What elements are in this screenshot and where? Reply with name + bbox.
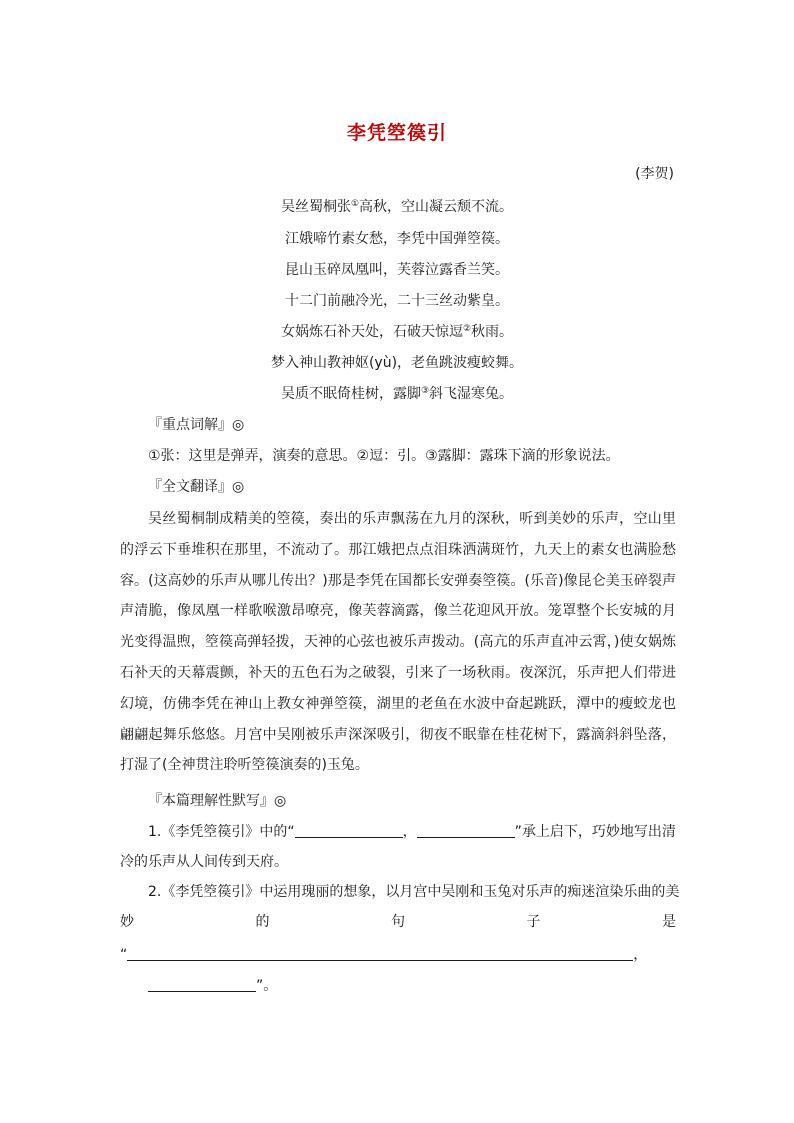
poem-author: (李贺)	[635, 166, 674, 182]
poem-line: 昆山玉碎凤凰叫，芙蓉泣露香兰笑。	[285, 262, 509, 278]
section-heading-translation: 『全文翻译』◎	[148, 479, 245, 495]
answer-blank[interactable]	[295, 823, 403, 838]
question-2-spread-line: 妙 的 句 子 是	[120, 914, 676, 930]
answer-blank[interactable]	[148, 977, 256, 992]
question-2-answer-line: “ ，	[120, 947, 648, 963]
section-heading-dictation: 『本篇理解性默写』◎	[148, 793, 287, 809]
poem-line: 吴丝蜀桐张①高秋，空山凝云颓不流。	[280, 199, 514, 215]
poem-title: 李凭箜篌引	[346, 122, 447, 144]
poem-line: 江娥啼竹素女愁，李凭中国弹箜篌。	[285, 231, 509, 247]
poem-line: 女娲炼石补天处，石破天惊逗②秋雨。	[280, 324, 514, 340]
question-2: 2.《李凭箜篌引》中运用瑰丽的想象，以月宫中吴刚和玉兔对乐声的痴迷渲染乐曲的美	[148, 884, 680, 900]
footnote-marker: ①	[350, 199, 360, 209]
section-heading-key-words: 『重点词解』◎	[148, 417, 245, 433]
answer-blank[interactable]	[417, 823, 515, 838]
question-1: 1.《李凭箜篌引》中的“ ， ”承上启下，巧妙地写出清	[148, 824, 676, 840]
word-notes: ①张：这里是弹弄，演奏的意思。②逗：引。③露脚：露珠下滴的形象说法。	[148, 448, 620, 464]
translation-paragraph: 吴丝蜀桐制成精美的箜篌，奏出的乐声飘荡在九月的深秋，听到美妙的乐声，空山里的浮云下垂堆积在那里，不流动了。那江娥把点点泪珠洒满斑竹，九天上的素女也满脸愁容。(这高妙的乐声从哪儿传出？)那是李凭在国都长安弹奏箜篌。(乐音)像昆仑美玉碎裂声声清脆，像凤凰一样歌喉激昂嘹亮，像芙蓉滴露，像兰花迎风开放。笼罩整个长安城的月光变得温煦，箜篌高弹轻拨，天神的心弦也被乐声拨动。(高亢的乐声直冲云霄，)使女娲炼石补天的天幕震颤，补天的五色石为之破裂，引来了一场秋雨。夜深沉，乐声把人们带进幻境，仿佛李凭在神山上教女神弹箜篌，湖里的老鱼在水波中奋起跳跃，潭中的瘦蛟龙也翩翩起舞乐悠悠。月宫中吴刚被乐声深深吸引，彻夜不眠靠在桂花树下，露滴斜斜坠落，打湿了(全神贯注聆听箜篌演奏的)玉兔。	[120, 511, 676, 774]
question-2-answer-line-2: ”。	[148, 975, 277, 995]
poem-line: 吴质不眠倚桂树，露脚③斜飞湿寒兔。	[280, 386, 514, 402]
poem-line: 十二门前融冷光，二十三丝动紫皇。	[285, 293, 509, 309]
poem-line: 梦入神山教神妪(yù)，老鱼跳波瘦蛟舞。	[270, 355, 524, 371]
footnote-marker: ②	[462, 324, 472, 334]
question-1-continued: 冷的乐声从人间传到天府。	[120, 854, 288, 870]
footnote-marker: ③	[420, 386, 430, 396]
answer-blank[interactable]	[127, 946, 633, 961]
